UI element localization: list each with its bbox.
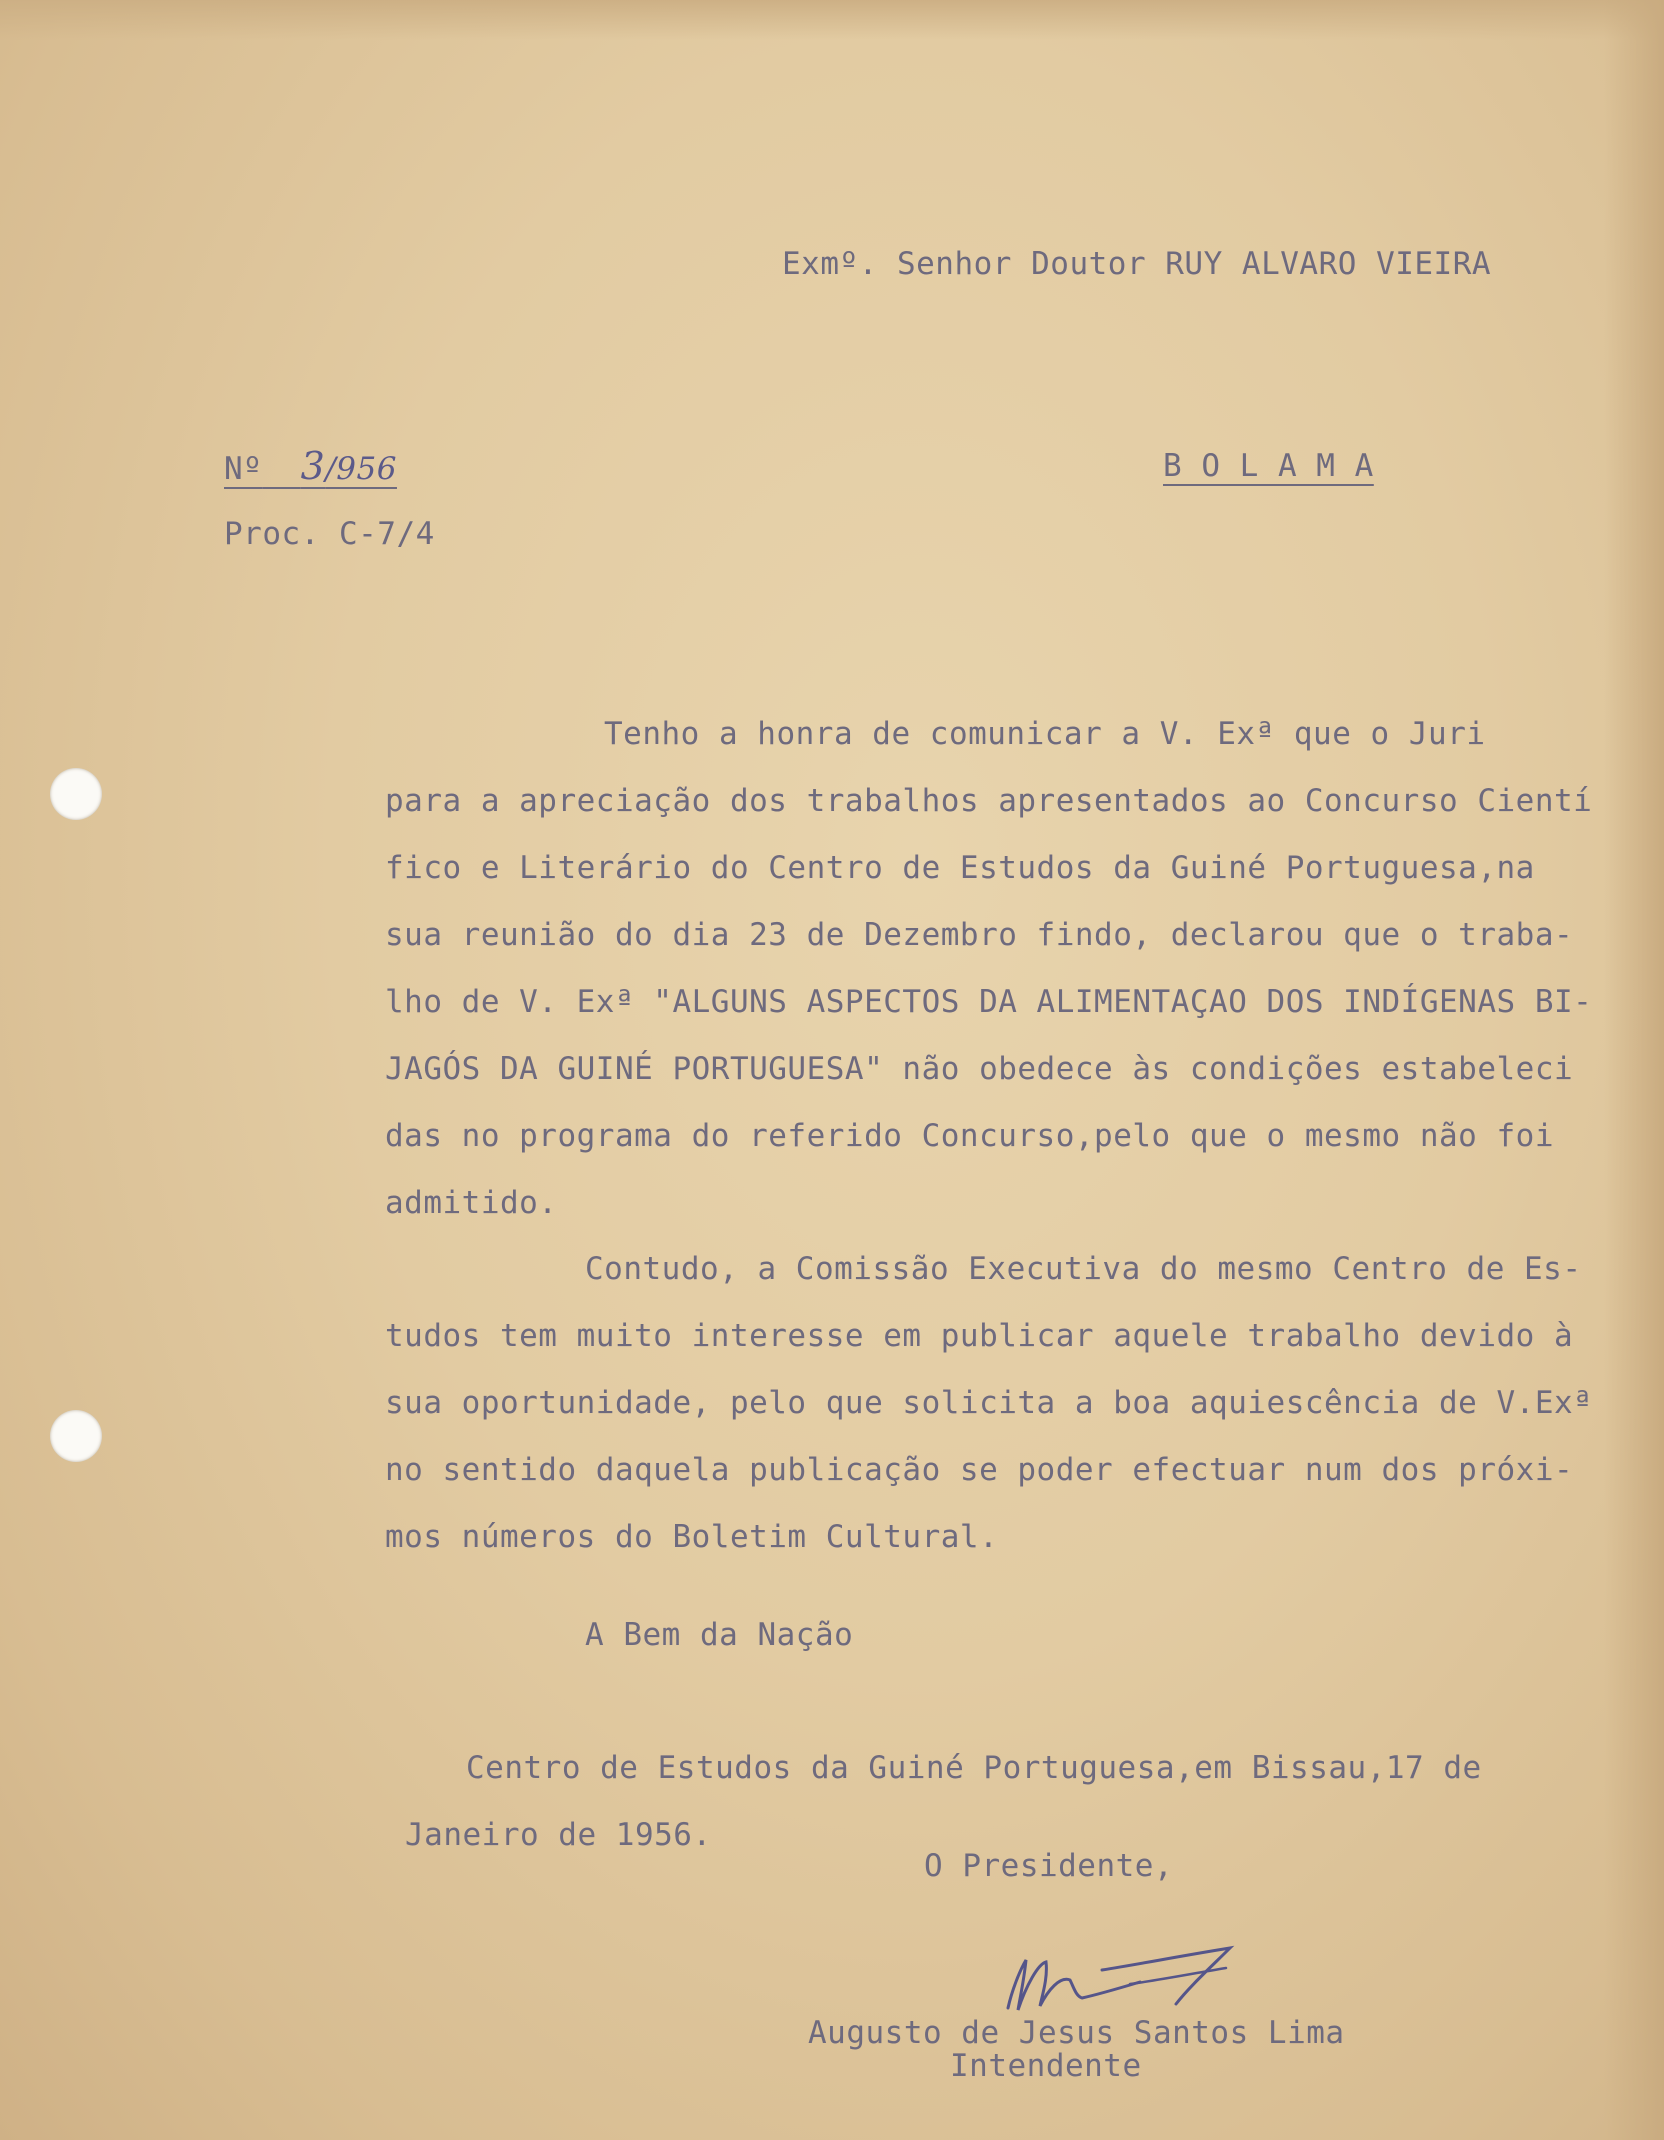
body-line: no sentido daquela publicação se poder efectuar num dos próxi- xyxy=(385,1452,1574,1488)
number-handwritten: 3 xyxy=(300,444,326,488)
signatory-role: O Presidente, xyxy=(924,1848,1174,1884)
document-number xyxy=(224,444,397,488)
punch-hole-lower xyxy=(50,1410,102,1462)
place-date-line-2: Janeiro de 1956. xyxy=(405,1817,712,1853)
paper-edge-right xyxy=(1604,0,1664,2140)
body-line: JAGÓS DA GUINÉ PORTUGUESA" não obedece às condições estabeleci xyxy=(385,1051,1574,1087)
punch-hole-upper xyxy=(50,768,102,820)
body-line: tudos tem muito interesse em publicar aquele trabalho devido à xyxy=(385,1318,1574,1354)
body-line: lho de V. Exª "ALGUNS ASPECTOS DA ALIMENTAÇAO DOS INDÍGENAS BI- xyxy=(385,984,1593,1020)
paper-edge-top xyxy=(0,0,1664,40)
body-line: sua reunião do dia 23 de Dezembro findo, declarou que o traba- xyxy=(385,917,1574,953)
destination: B O L A M A xyxy=(1163,448,1374,484)
number-prefix: Nº xyxy=(224,451,263,487)
handwritten-signature xyxy=(990,1920,1290,2030)
body-line: fico e Literário do Centro de Estudos da Guiné Portuguesa,na xyxy=(385,850,1535,886)
body-line: das no programa do referido Concurso,pelo que o mesmo não foi xyxy=(385,1118,1554,1154)
process-number: Proc. C-7/4 xyxy=(224,516,435,552)
signatory-title: Intendente xyxy=(950,2048,1142,2084)
body-line: admitido. xyxy=(385,1185,558,1221)
place-date-line-1: Centro de Estudos da Guiné Portuguesa,em Bissau,17 de xyxy=(466,1750,1482,1786)
number-year: /956 xyxy=(325,451,397,487)
addressee: Exmº. Senhor Doutor RUY ALVARO VIEIRA xyxy=(782,246,1492,282)
closing-salutation: A Bem da Nação xyxy=(585,1617,854,1653)
body-line: Tenho a honra de comunicar a V. Exª que o Juri xyxy=(604,716,1486,752)
body-line: Contudo, a Comissão Executiva do mesmo Centro de Es- xyxy=(585,1251,1582,1287)
signatory-name: Augusto de Jesus Santos Lima xyxy=(808,2015,1345,2051)
body-line: mos números do Boletim Cultural. xyxy=(385,1519,999,1555)
body-line: sua oportunidade, pelo que solicita a boa aquiescência de V.Exª xyxy=(385,1385,1593,1421)
body-line: para a apreciação dos trabalhos apresentados ao Concurso Cientí xyxy=(385,783,1593,819)
